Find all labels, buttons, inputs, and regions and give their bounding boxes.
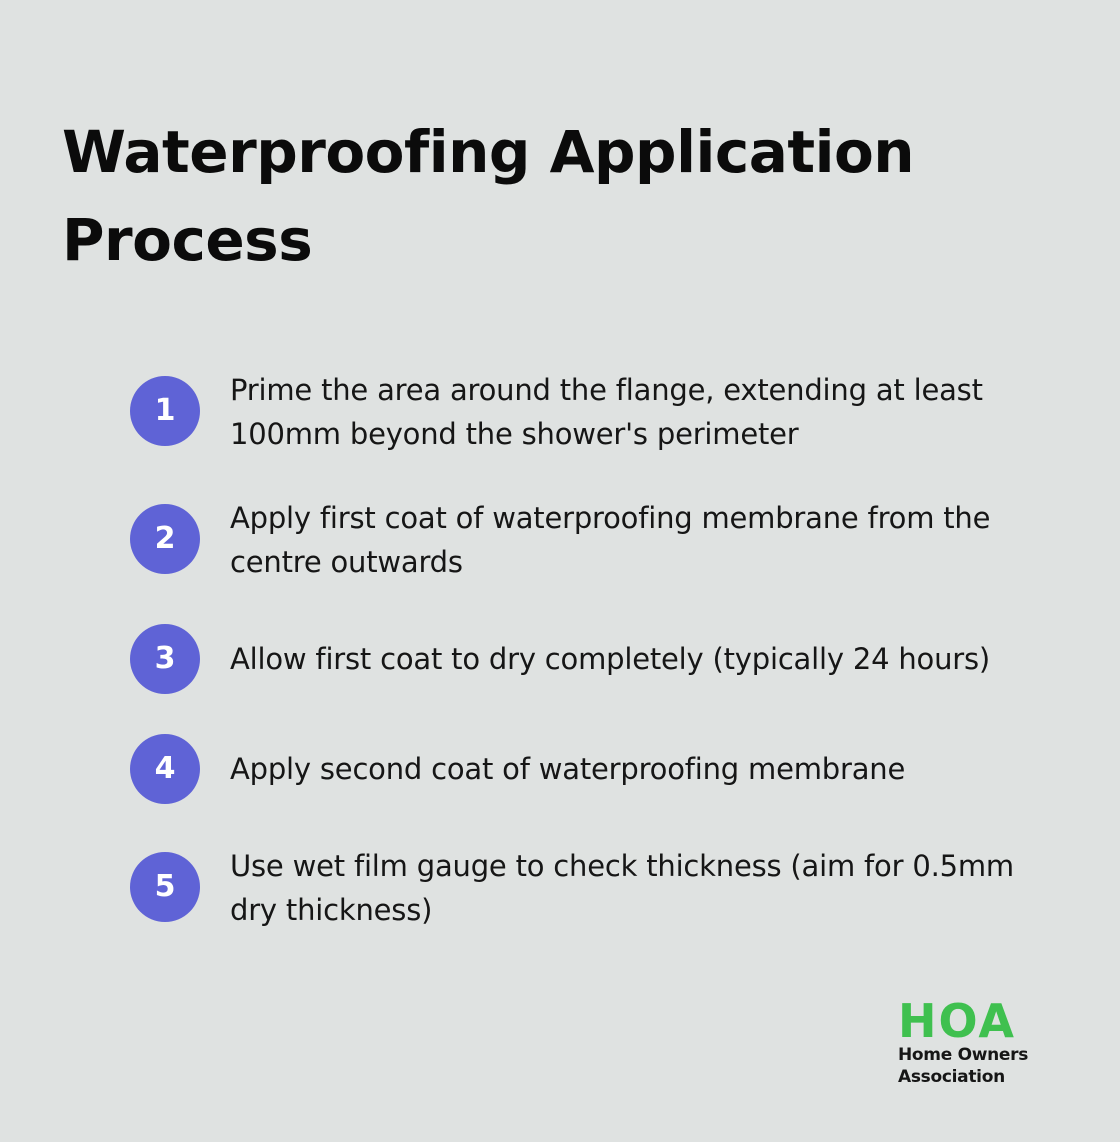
step-number-badge: 2 [130, 504, 200, 574]
step-text: Prime the area around the flange, extending at least 100mm beyond the shower's perimeter [230, 373, 983, 451]
step-number-badge: 4 [130, 734, 200, 804]
step-text: Allow first coat to dry completely (typically 24 hours) [230, 642, 990, 676]
step-text: Apply first coat of waterproofing membrane from the centre outwards [230, 501, 991, 579]
page-title: Waterproofing Application Process [62, 118, 915, 274]
step-number-badge: 3 [130, 624, 200, 694]
hoa-logo-mark: HOA [898, 994, 1016, 1048]
hoa-logo-subtitle: Home Owners Association [898, 1045, 1029, 1087]
step-text: Use wet film gauge to check thickness (aim for 0.5mm dry thickness) [230, 849, 1014, 927]
step-text: Apply second coat of waterproofing membrane [230, 752, 906, 786]
step-number-badge: 5 [130, 852, 200, 922]
hoa-logo [898, 994, 1078, 1088]
step-number-badge: 1 [130, 376, 200, 446]
